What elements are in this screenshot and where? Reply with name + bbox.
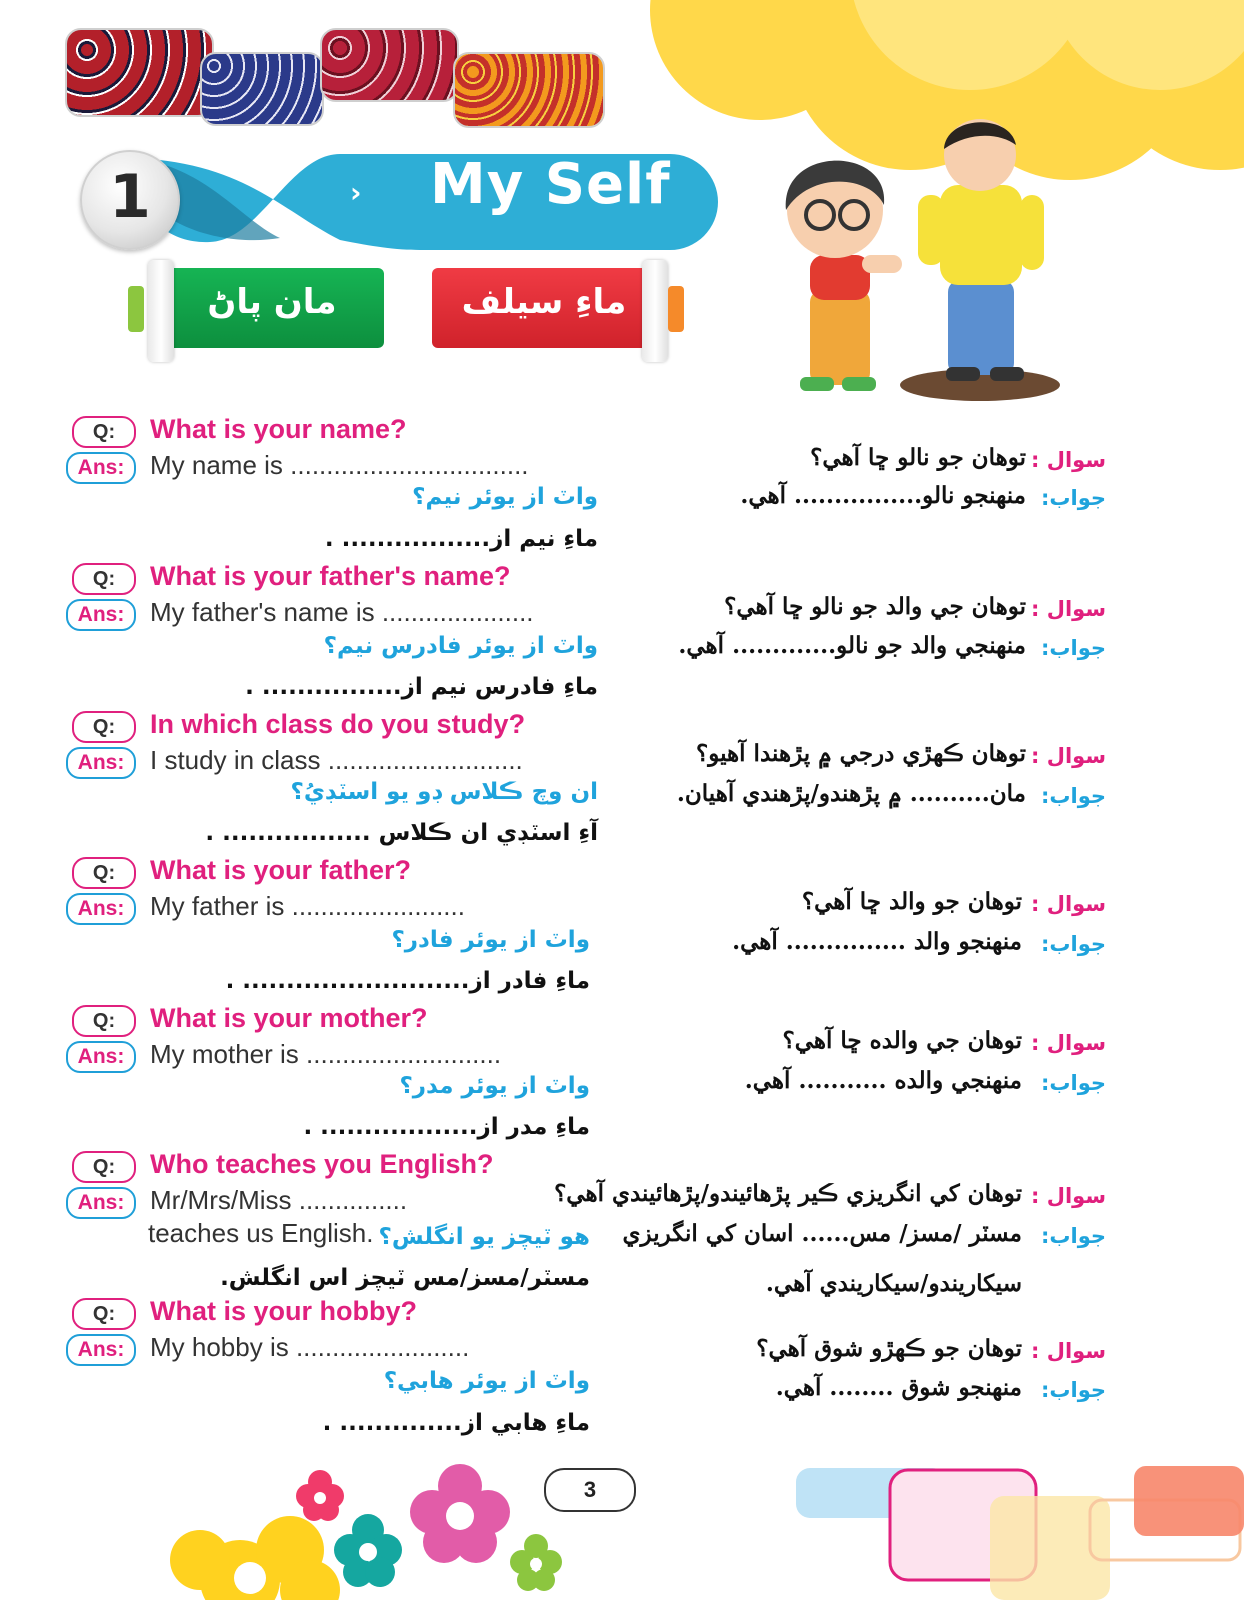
answer-english: My father is ........................ <box>150 891 465 921</box>
sindhi-answer: مان.......... ۾ پڙهندو/پڙهندي آهيان. <box>676 780 1026 807</box>
lesson-number: 1 <box>109 162 151 232</box>
sindhi-answer-line2: سيکاريندو/سيکاريندي آهي. <box>765 1270 1022 1297</box>
sindhi-answer-label: جواب: <box>1041 784 1106 808</box>
answer-transliteration: ماءِ فادرس نيم از................ . <box>245 674 598 700</box>
answer-english: My mother is ........................... <box>150 1039 502 1069</box>
sindhi-question: توهان جو نالو ڇا آهي؟ <box>810 444 1026 471</box>
q-badge: Q: <box>72 857 136 889</box>
ans-badge: Ans: <box>66 1187 136 1219</box>
q-badge: Q: <box>72 1298 136 1330</box>
answer-english: Mr/Mrs/Miss ............... <box>150 1185 408 1215</box>
sindhi-answer-label: جواب: <box>1041 1071 1106 1095</box>
sindhi-answer: مسٽر /مسز/ مس...... اسان کي انگريزي <box>622 1220 1022 1247</box>
ajrak-patches <box>65 28 625 128</box>
question-english: What is your name? <box>150 414 407 444</box>
sindhi-answer: منهنجو والد ............... آهي. <box>732 928 1022 955</box>
ans-badge: Ans: <box>66 599 136 631</box>
q-badge: Q: <box>72 563 136 595</box>
patch-blue <box>200 52 324 126</box>
scroll-cap-left <box>128 286 144 332</box>
label-red-text: ماءِ سيلف <box>461 282 627 322</box>
answer-english: My father's name is ..................... <box>150 597 534 627</box>
ans-badge: Ans: <box>66 747 136 779</box>
sindhi-answer-label: جواب: <box>1041 636 1106 660</box>
flowers-decoration <box>170 1460 590 1600</box>
patch-red <box>65 28 214 117</box>
ans-badge: Ans: <box>66 1041 136 1073</box>
kids-illustration <box>750 105 1080 410</box>
sindhi-answer-label: جواب: <box>1041 1378 1106 1402</box>
question-transliteration: واٽ از يوئر فادرس نيم؟ <box>323 633 598 659</box>
q-badge: Q: <box>72 711 136 743</box>
answer-transliteration: ماءِ هابي از.............. . <box>322 1410 590 1436</box>
answer-english: My hobby is ........................ <box>150 1332 470 1362</box>
sindhi-answer: منهنجي والد جو نالو............. آهي. <box>678 632 1026 659</box>
answer-english: My name is ................................. <box>150 450 529 480</box>
sindhi-question-label: سوال : <box>1031 1339 1106 1363</box>
sindhi-question-label: سوال : <box>1031 892 1106 916</box>
question-english: Who teaches you English? <box>150 1149 494 1179</box>
sindhi-answer: منهنجو نالو................ آهي. <box>740 482 1026 509</box>
corner-shapes-decoration <box>790 1460 1244 1600</box>
sindhi-question-label: سوال : <box>1031 448 1106 472</box>
sindhi-question-label: سوال : <box>1031 1184 1106 1208</box>
sindhi-question: توهان جي والد جو نالو ڇا آهي؟ <box>724 593 1026 620</box>
question-transliteration: هو ٽيچز يو انگلش؟ <box>378 1224 590 1250</box>
sindhi-question-label: سوال : <box>1031 1031 1106 1055</box>
sindhi-question-label: سوال : <box>1031 744 1106 768</box>
question-english: What is your father? <box>150 855 412 885</box>
question-transliteration: واٽ از يوئر نيم؟ <box>412 484 598 510</box>
answer-transliteration: ماءِ مدر از.................. . <box>303 1114 590 1140</box>
ans-badge: Ans: <box>66 893 136 925</box>
sindhi-question: توهان جو والد ڇا آهي؟ <box>801 888 1022 915</box>
question-english: In which class do you study? <box>150 709 526 739</box>
sindhi-question: توهان ڪهڙي درجي ۾ پڙهندا آهيو؟ <box>696 740 1026 767</box>
sindhi-answer: منهنجو شوق ........ آهي. <box>775 1374 1022 1401</box>
answer-english-line2: teaches us English. <box>148 1218 374 1248</box>
question-transliteration: واٽ از يوئر مدر؟ <box>399 1073 590 1099</box>
answer-transliteration: آءِ اسٽڊي ان ڪلاس ................. . <box>205 820 598 846</box>
patch-crimson <box>320 28 459 102</box>
question-transliteration: واٽ از يوئر فادر؟ <box>391 927 590 953</box>
scroll-rod-left <box>148 260 174 362</box>
q-badge: Q: <box>72 1005 136 1037</box>
question-english: What is your father's name? <box>150 561 511 591</box>
ans-badge: Ans: <box>66 1334 136 1366</box>
scroll-cap-right <box>668 286 684 332</box>
scroll-rod-right <box>642 260 668 362</box>
sindhi-answer-label: جواب: <box>1041 932 1106 956</box>
page-number: 3 <box>544 1468 636 1512</box>
patch-orange <box>453 52 605 128</box>
sindhi-answer-label: جواب: <box>1041 486 1106 510</box>
label-red-scroll <box>432 268 656 348</box>
chevron-right-icon: › <box>350 176 362 209</box>
page-title: My Self <box>430 152 671 217</box>
ans-badge: Ans: <box>66 452 136 484</box>
lesson-number-badge <box>80 150 180 250</box>
sindhi-question: توهان جي والده ڇا آهي؟ <box>782 1027 1022 1054</box>
question-transliteration: ان وچ ڪلاس ڊو يو اسٽڊيُ؟ <box>290 779 598 805</box>
question-transliteration: واٽ از يوئر هابي؟ <box>383 1368 590 1394</box>
label-green-text: مان پاڻ <box>207 282 337 322</box>
sindhi-answer-label: جواب: <box>1041 1224 1106 1248</box>
question-english: What is your mother? <box>150 1003 428 1033</box>
sindhi-answer: منهنجي والده ........... آهي. <box>744 1067 1022 1094</box>
answer-english: I study in class ........................... <box>150 745 523 775</box>
label-green-scroll <box>160 268 384 348</box>
sindhi-question: توهان جو ڪهڙو شوق آهي؟ <box>756 1335 1022 1362</box>
question-english: What is your hobby? <box>150 1296 417 1326</box>
sindhi-question: توهان کي انگريزي ڪير پڙهائيندو/پڙهائيندي آهي؟ <box>554 1180 1022 1207</box>
answer-transliteration: ماءِ نيم از................. . <box>324 526 598 552</box>
answer-transliteration: ماءِ فادر از.......................... . <box>225 968 590 994</box>
sindhi-question-label: سوال : <box>1031 597 1106 621</box>
q-badge: Q: <box>72 1151 136 1183</box>
q-badge: Q: <box>72 416 136 448</box>
answer-transliteration: مسٽر/مسز/مس ٽيچز اس انگلش. <box>220 1265 590 1291</box>
